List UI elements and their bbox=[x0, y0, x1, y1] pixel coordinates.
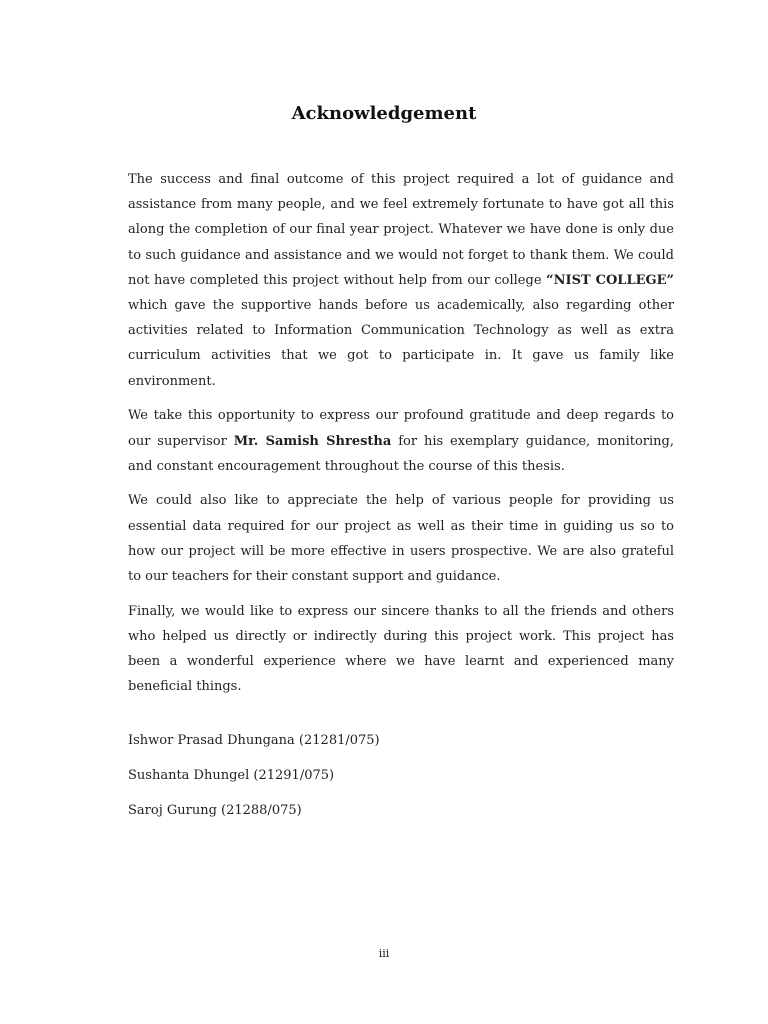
college-name: “NIST COLLEGE” bbox=[546, 272, 674, 288]
paragraph-2-text-b: for his exemplary guidance, monitoring, and constant encouragement throughout the course of this thesis. bbox=[128, 433, 675, 474]
page-number: iii bbox=[378, 947, 390, 960]
paragraph-3: We could also like to appreciate the help of various people for providing us essential data required for our project as well as their time in guiding us so to how our project will be more effective in users prospective. We are also grateful to our teachers for their constant support and guidance. bbox=[128, 493, 674, 585]
supervisor-name: Mr. Samish Shrestha bbox=[233, 433, 392, 449]
signatory-list bbox=[128, 729, 380, 834]
paragraph-1 bbox=[128, 167, 674, 394]
paragraph-1-text-a: The success and final outcome of this project required a lot of guidance and assistance from many people, and we feel extremely fortunate to have got all this along the completion of our final year project. Whatever we have done is only due to such guidance and assistance and we would not forget to thank them. We could not have completed this project without help from our college bbox=[128, 172, 674, 288]
signatory-2: Sushanta Dhungel (21291/075) bbox=[128, 768, 335, 783]
paragraph-2 bbox=[128, 403, 674, 479]
paragraph-2-text-a: We take this opportunity to express our profound gratitude and deep regards to our supervisor bbox=[128, 408, 674, 449]
paragraph-1-text-b: which gave the supportive hands before us academically, also regarding other activities related to Information Communication Technology as well as extra curriculum activities that we got to participate in. It gave us family like environment. bbox=[128, 298, 674, 389]
acknowledgement-body bbox=[128, 167, 674, 709]
signatory-1: Ishwor Prasad Dhungana (21281/075) bbox=[128, 733, 380, 748]
signatory-3: Saroj Gurung (21288/075) bbox=[128, 803, 302, 818]
page-title: Acknowledgement bbox=[291, 103, 477, 124]
paragraph-4: Finally, we would like to express our sincere thanks to all the friends and others who helped us directly or indirectly during this project work. This project has been a wonderful experience where we have learnt and experienced many beneficial things. bbox=[128, 603, 674, 695]
